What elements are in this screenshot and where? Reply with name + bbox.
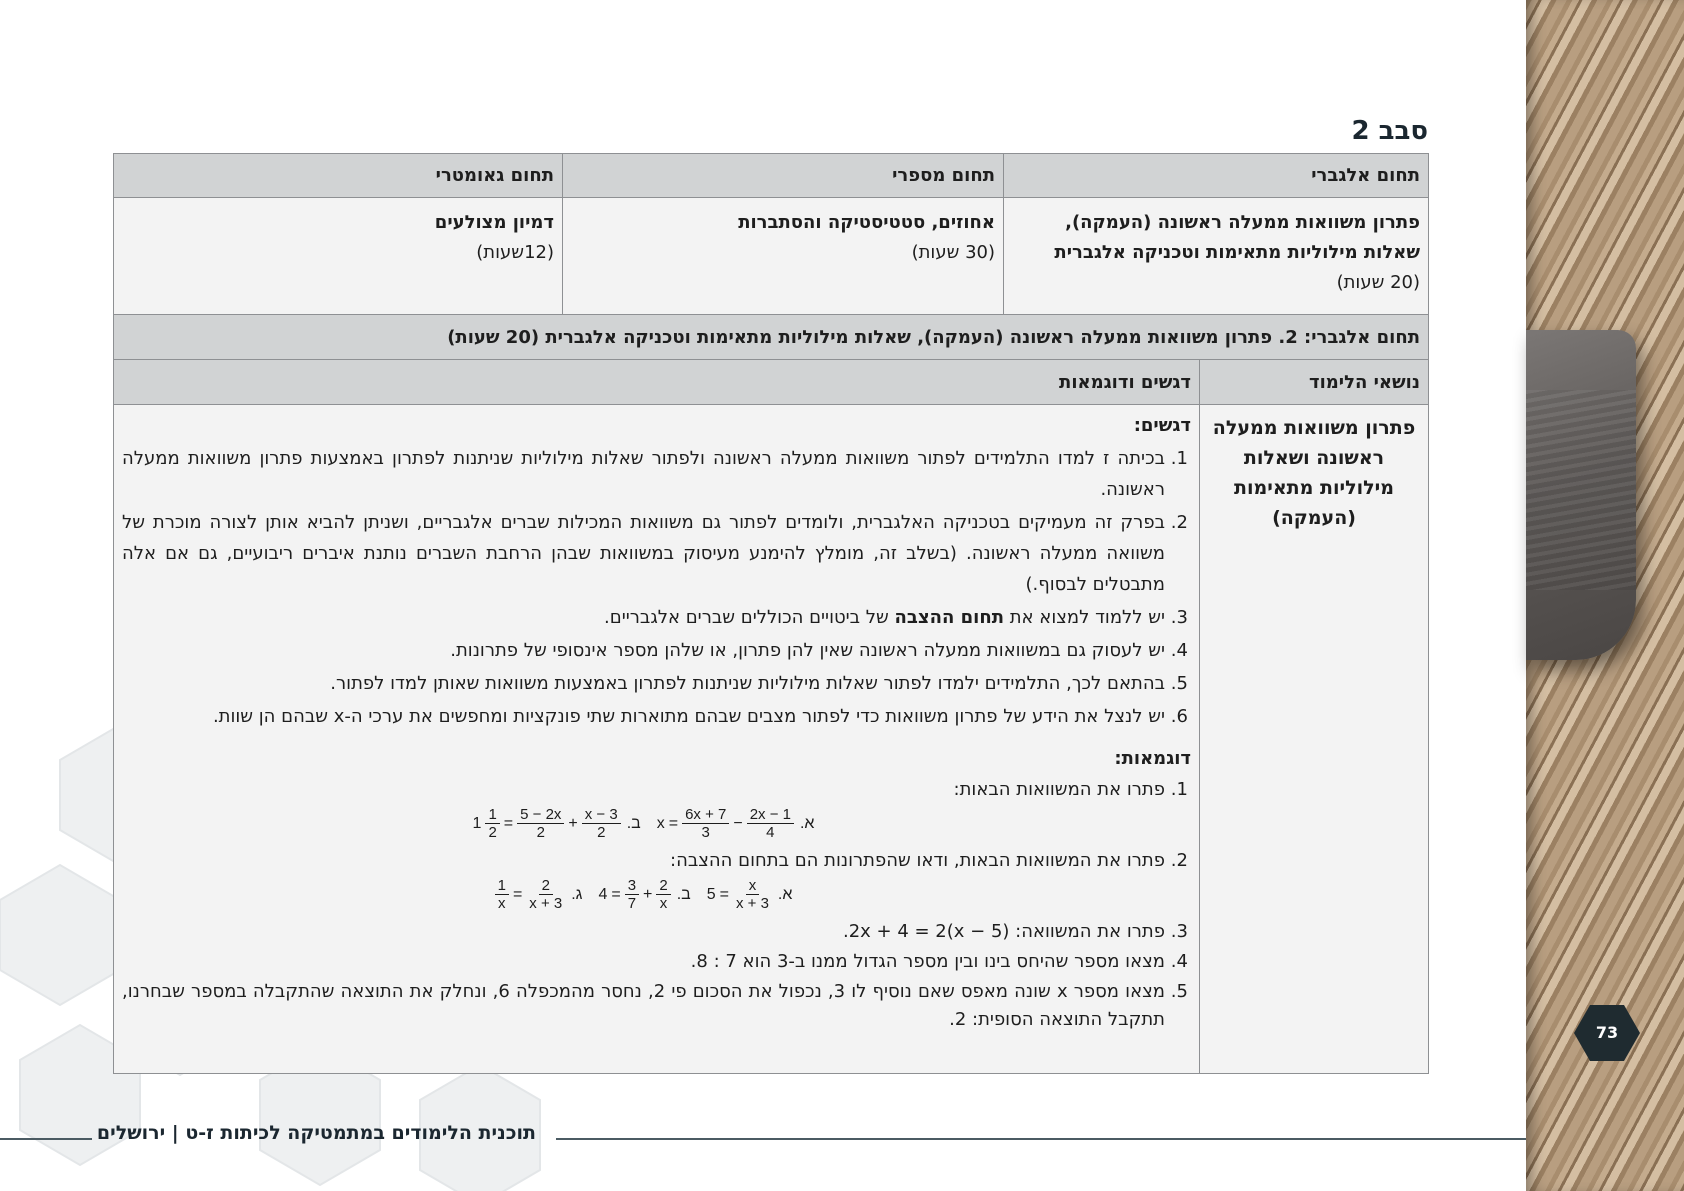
domain-cell-geometric	[114, 198, 563, 315]
footer-divider	[556, 1138, 1526, 1140]
topic-title: פתרון משוואות ממעלה ראשונה ושאלות מילוליות מתאימות (העמקה)	[1212, 417, 1416, 529]
domain-hours: (12שעות)	[476, 242, 554, 263]
domain-header-numeric: תחום מספרי	[563, 154, 1004, 198]
detail-table	[113, 314, 1429, 1074]
column-header-topics: נושאי הלימוד	[1200, 360, 1429, 405]
emphases-label: דגשים:	[1133, 415, 1191, 436]
domain-topic: פתרון משוואות ממעלה ראשונה (העמקה), שאלות מילוליות מתאימות וטכניקה אלגברית	[1054, 212, 1420, 263]
domain-header-geometric: תחום גאומטרי	[114, 154, 563, 198]
list-item: 5. מצאו מספר x שונה מאפס שאם נוסיף לו 3, נכפול את הסכום פי 2, נחסר מהמכפלה 6, ונחלק את התוצאה שהתקבלה במספר שבחרנו, תתקבל התוצאה הסופית: 2.	[122, 978, 1165, 1034]
domain-cell-algebraic	[1004, 198, 1429, 315]
list-item: 4. מצאו מספר שהיחס בינו ובין מספר הגדול ממנו ב-3 הוא 7 : 8.	[122, 948, 1165, 976]
emphases-list	[122, 443, 1191, 732]
topic-cell	[1200, 405, 1429, 1074]
page-number: 73	[1595, 1023, 1619, 1042]
examples-label: דוגמאות:	[1114, 748, 1191, 769]
list-item: 3. פתרו את המשוואה: 2x + 4 = 2(x − 5).	[122, 918, 1165, 946]
equation-line: א. x = $\frac{6x + 7}{3}$ − $\frac{2x - 1}{4}$ ב. 1 $\frac{1}{2}$ = $\frac{5 - 2x}{2}$ + $\frac{x - 3}{2}$	[472, 806, 815, 841]
domain-header-algebraic: תחום אלגברי	[1004, 154, 1429, 198]
detail-header: תחום אלגברי: 2. פתרון משוואות ממעלה ראשונה (העמקה), שאלות מילוליות מתאימות וטכניקה אלגברית (20 שעות)	[114, 315, 1429, 360]
domain-hours: (30 שעות)	[911, 242, 995, 263]
list-item: 3. יש ללמוד למצוא את תחום ההצבה של ביטויים הכוללים שברים אלגבריים.	[122, 602, 1165, 633]
footer-title: תוכנית הלימודים במתמטיקה לכיתות ז-ט | ירושלים	[96, 1122, 536, 1144]
domain-cell-numeric	[563, 198, 1004, 315]
column-header-emphases: דגשים ודוגמאות	[114, 360, 1200, 405]
section-title: סבב 2	[1351, 116, 1428, 146]
domain-topic: אחוזים, סטטיסטיקה והסתברות	[738, 212, 995, 233]
list-item: 1. בכיתה ז למדו התלמידים לפתור משוואות ממעלה ראשונה ולפתור שאלות מילוליות שניתנות לפתרון באמצעות פתרון משוואות ממעלה ראשונה.	[122, 443, 1165, 505]
list-item: 5. בהתאם לכך, התלמידים ילמדו לפתור שאלות מילוליות שניתנות לפתרון באמצעות משוואות שאותן למדו לפתור.	[122, 668, 1165, 699]
examples-list	[122, 776, 1191, 1034]
domain-topic: דמיון מצולעים	[434, 212, 554, 233]
emphases-cell	[114, 405, 1200, 1074]
list-item: 6. יש לנצל את הידע של פתרון משוואות כדי לפתור מצבים שבהם מתוארות שתי פונקציות ומחפשים את ערכי ה-x שבהם הן שוות.	[122, 701, 1165, 732]
domains-table	[113, 153, 1429, 315]
list-item: 2. בפרק זה מעמיקים בטכניקה האלגברית, ולומדים לפתור גם משוואות המכילות שברים אלגבריים, ושניתן להביא אותן לצורה מוכרת של משוואה ממעלה ראשונה. (בשלב זה, מומלץ להימנע מעיסוק במשוואות שבהן הרחבת השברים נותנת איברים ריבועיים, גם אם אלה מתבטלים לבסוף.)	[122, 507, 1165, 600]
list-item: 2. פתרו את המשוואות הבאות, ודאו שהפתרונות הם בתחום ההצבה: א. 5 = $\frac{x}{x + 3}$ ב. 4 = $\frac{3}{7}$ + $\frac{2}{x}$ ג. $\frac{1}{x}$ = $\frac{2}{x + 3}$	[122, 847, 1165, 916]
domain-hours: (20 שעות)	[1336, 272, 1420, 293]
list-item: 1. פתרו את המשוואות הבאות: א. x = $\frac{6x + 7}{3}$ − $\frac{2x - 1}{4}$ ב. 1 $\frac{1}{2}$ = $\frac{5 - 2x}{2}$ + $\frac{x - 3}{2}$	[122, 776, 1165, 845]
list-item: 4. יש לעסוק גם במשוואות ממעלה ראשונה שאין להן פתרון, או שלהן מספר אינסופי של פתרונות.	[122, 635, 1165, 666]
wood-block-decoration	[1526, 330, 1636, 660]
equation-line: א. 5 = $\frac{x}{x + 3}$ ב. 4 = $\frac{3}{7}$ + $\frac{2}{x}$ ג. $\frac{1}{x}$ = $\frac{2}{x + 3}$	[122, 875, 1165, 916]
page-number-badge	[1573, 1003, 1641, 1063]
footer-divider	[0, 1138, 92, 1140]
